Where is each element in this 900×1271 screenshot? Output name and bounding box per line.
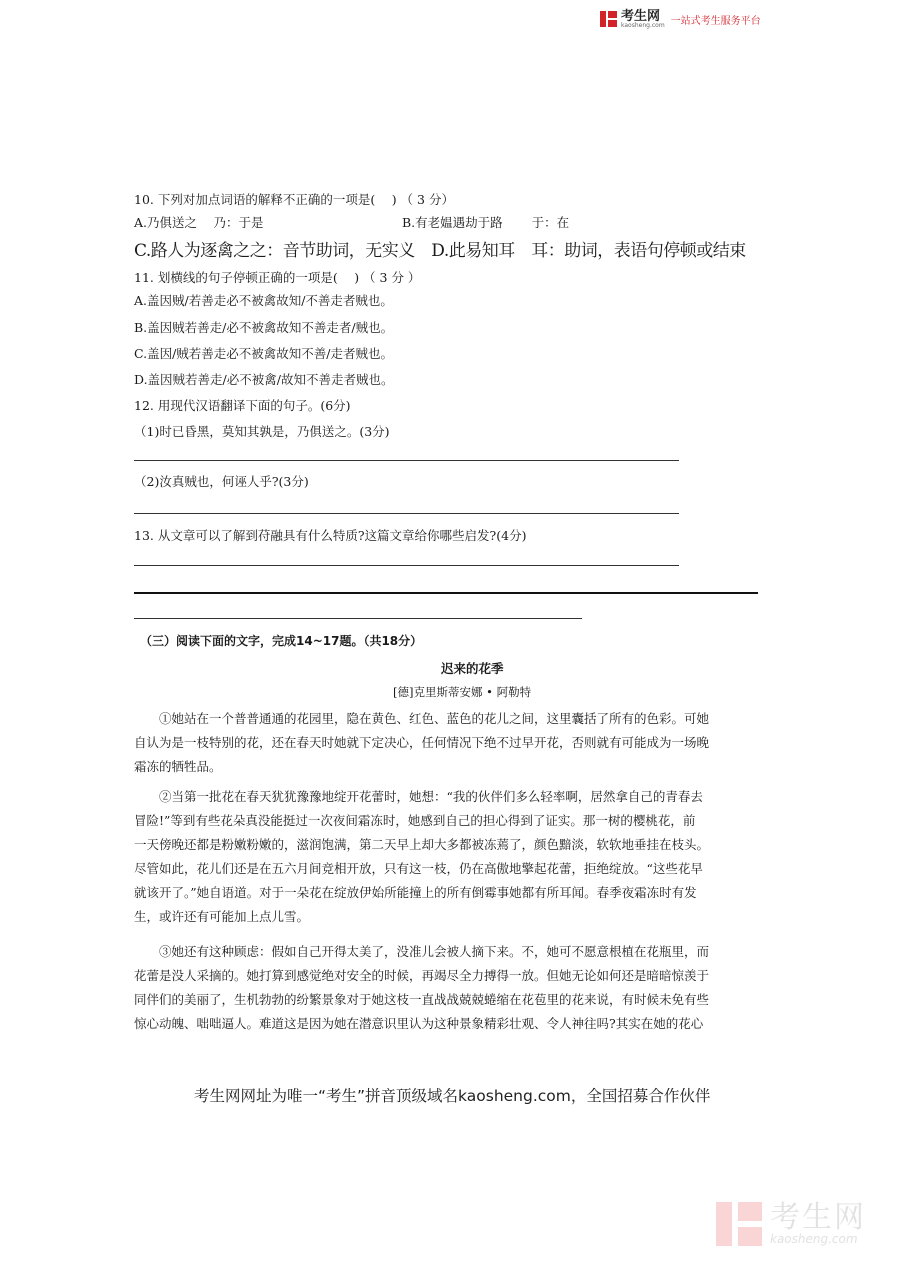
section-title: （三）阅读下面的文字，完成14~17题。（共18分） <box>140 634 423 648</box>
header-brand-en: kaosheng.com <box>621 21 665 29</box>
article-author: [德]克里斯蒂安娜 • 阿勒特 <box>393 685 532 699</box>
paragraph-2 <box>134 785 762 929</box>
q13-stem: 13. 从文章可以了解到苻融具有什么特质?这篇文章给你哪些启发?(4分) <box>134 528 527 543</box>
answer-line <box>134 460 679 461</box>
paragraph-line: 生，或许还有可能加上点儿雪。 <box>134 909 310 924</box>
paragraph-line: 惊心动魄、咄咄逼人。难道这是因为她在潜意识里认为这种景象精彩壮观、令人神往吗?其实在她的花心 <box>134 1016 704 1031</box>
paragraph-line: 自认为是一枝特别的花，还在春天时她就下定决心，任何情况下绝不过早开花，否则就有可能成为一场晚 <box>134 735 710 750</box>
q11-option-b: B.盖因贼若善走/必不被禽故知不善走者/贼也。 <box>134 320 394 335</box>
paragraph-line: 一天傍晚还都是粉嫩粉嫩的，滋润饱满，第二天早上却大多都被冻蔫了，颜色黯淡，软软地垂挂在枝头。 <box>134 837 710 852</box>
answer-line <box>134 513 679 514</box>
footer-text: 考生网网址为唯一“考生”拼音顶级域名kaosheng.com，全国招募合作伙伴 <box>194 1087 711 1105</box>
paragraph-3 <box>134 940 762 1036</box>
q11-stem: 11. 划横线的句子停顿正确的一项是( ) （ 3 分 ） <box>134 270 421 285</box>
header-brand: 考生网 <box>621 8 661 24</box>
kaosheng-logo-icon <box>600 10 618 28</box>
paragraph-1 <box>134 707 762 779</box>
q11-option-a: A.盖因贼/若善走必不被禽故知/不善走者贼也。 <box>134 293 393 308</box>
paragraph-line: 尽管如此，花儿们还是在五六月间竞相开放，只有这一枝，仍在高傲地擎起花蕾，拒绝绽放。“这些花早 <box>134 861 703 876</box>
q10-stem: 10. 下列对加点词语的解释不正确的一项是( ) （ 3 分） <box>134 192 454 207</box>
paragraph-line: 就该开了。”她自语道。对于一朵花在绽放伊始所能撞上的所有倒霉事她都有所耳闻。春季夜霜冻时有发 <box>134 885 697 900</box>
answer-line <box>134 565 679 566</box>
watermark-brand: 考生网 <box>770 1200 866 1235</box>
paragraph-line: 冒险!”等到有些花朵真没能挺过一次夜间霜冻时，她感到自己的担心得到了证实。那一树的樱桃花，前 <box>134 813 696 828</box>
q12-sentence-1: （1)时已昏黑，莫知其孰是，乃俱送之。(3分) <box>134 424 390 439</box>
header-logo <box>600 8 761 30</box>
answer-line <box>134 592 758 594</box>
q11-option-c: C.盖因/贼若善走必不被禽故知不善/走者贼也。 <box>134 346 394 361</box>
paragraph-line: ②当第一批花在春天犹犹豫豫地绽开花蕾时，她想：“我的伙伴们多么轻率啊，居然拿自己的青春去 <box>159 789 703 804</box>
q11-option-d: D.盖因贼若善走/必不被禽/故知不善走者贼也。 <box>134 372 394 387</box>
paragraph-line: ③她还有这种顾虑：假如自己开得太美了，没准儿会被人摘下来。不，她可不愿意根植在花瓶里，而 <box>159 944 710 959</box>
paragraph-line: 霜冻的牺牲品。 <box>134 759 222 774</box>
header-slogan: 一站式考生服务平台 <box>670 15 761 27</box>
q12-stem: 12. 用现代汉语翻译下面的句子。(6分) <box>134 398 351 413</box>
q10-option-b: B.有老媪遇劫于路 于：在 <box>402 215 570 230</box>
paragraph-line: 花蕾是没人采摘的。她打算到感觉绝对安全的时候，再竭尽全力搏得一放。但她无论如何还是暗暗惊羡于 <box>134 968 710 983</box>
paragraph-line: ①她站在一个普普通通的花园里，隐在黄色、红色、蓝色的花儿之间，这里囊括了所有的色彩。可她 <box>159 711 710 726</box>
watermark <box>716 1200 866 1248</box>
kaosheng-watermark-icon <box>716 1200 764 1248</box>
q12-sentence-2: （2)汝真贼也，何诬人乎?(3分) <box>134 474 309 489</box>
watermark-brand-en: kaosheng.com <box>770 1232 858 1246</box>
answer-line <box>134 618 582 619</box>
q10-option-cd: C.路人为逐禽之之：音节助词，无实义 D.此易知耳 耳：助词，表语句停顿或结束 <box>134 241 746 261</box>
article-title: 迟来的花季 <box>441 661 504 676</box>
q10-option-a: A.乃俱送之 乃：于是 <box>134 215 264 230</box>
paragraph-line: 同伴们的美丽了，生机勃勃的纷繁景象对于她这枝一直战战兢兢蜷缩在花苞里的花来说，有时候未免有些 <box>134 992 710 1007</box>
